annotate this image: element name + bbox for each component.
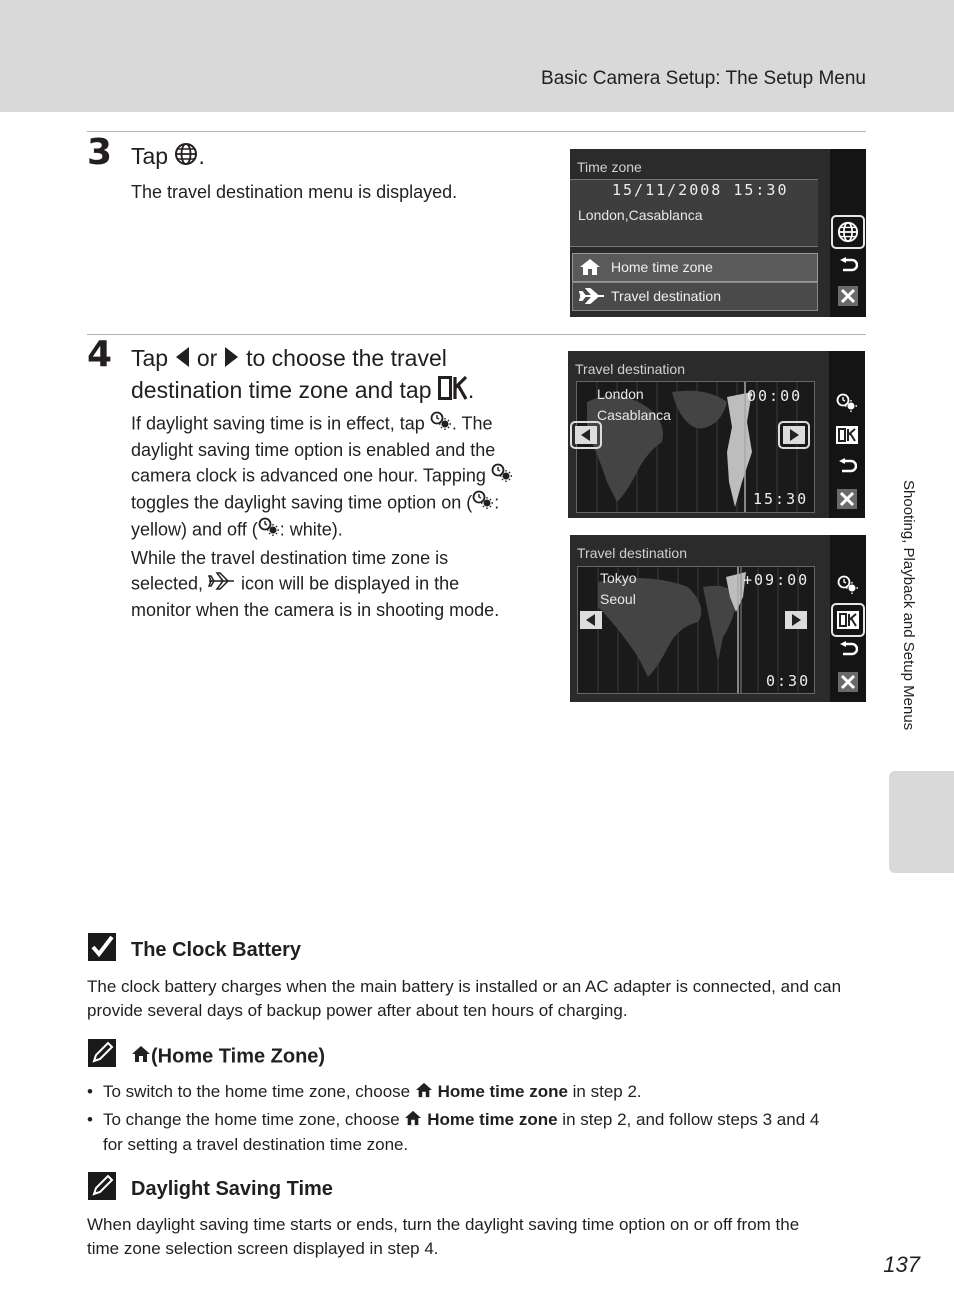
airplane-icon bbox=[579, 288, 605, 309]
travel-destination-screen-london bbox=[568, 351, 865, 518]
daylight-saving-button[interactable] bbox=[834, 573, 862, 597]
next-zone-button[interactable] bbox=[782, 608, 810, 632]
note-title: Daylight Saving Time bbox=[131, 1178, 333, 1200]
step-title bbox=[131, 141, 205, 173]
text-span: in step 2, and follow steps 3 and 4 bbox=[557, 1110, 820, 1129]
local-time: 15:30 bbox=[753, 490, 809, 508]
home-icon bbox=[404, 1109, 422, 1133]
step-title-text: to choose the travel bbox=[239, 345, 447, 371]
section-thumb-tab bbox=[889, 771, 954, 873]
local-time: 0:30 bbox=[766, 672, 811, 690]
daylight-saving-icon bbox=[258, 517, 280, 544]
daylight-saving-icon bbox=[472, 490, 494, 517]
home-icon bbox=[415, 1081, 433, 1105]
step-title-text: or bbox=[190, 345, 224, 371]
page-number: 137 bbox=[883, 1252, 920, 1277]
world-map bbox=[577, 566, 815, 694]
right-arrow-icon bbox=[224, 345, 240, 375]
list-item bbox=[87, 1108, 877, 1157]
text-span: provide several days of backup power after about ten hours of charging. bbox=[87, 1001, 628, 1020]
side-toolbar bbox=[830, 149, 866, 317]
text-span: yellow) and off ( bbox=[131, 519, 258, 540]
menu-item-home-time-zone[interactable] bbox=[572, 253, 818, 282]
time-zone-screen bbox=[570, 149, 866, 317]
note-body bbox=[87, 1213, 877, 1261]
screen-title: Travel destination bbox=[575, 361, 685, 377]
back-button[interactable] bbox=[834, 254, 862, 278]
text-span: for setting a travel destination time zone. bbox=[103, 1134, 409, 1154]
travel-airplane-icon bbox=[208, 571, 236, 598]
time-offset: 00:00 bbox=[747, 387, 803, 405]
text-span: The clock battery charges when the main battery is installed or an AC adapter is connected, and can bbox=[87, 977, 842, 996]
text-span: When daylight saving time starts or ends, turn the daylight saving time option on or off from the bbox=[87, 1215, 800, 1234]
close-button[interactable] bbox=[834, 670, 862, 694]
text-span: toggles the daylight saving time option on ( bbox=[131, 492, 473, 513]
text-span: monitor when the camera is in shooting mode. bbox=[131, 600, 500, 620]
note-title-text: (Home Time Zone) bbox=[151, 1045, 326, 1068]
time-offset: +09:00 bbox=[743, 571, 810, 589]
divider bbox=[87, 334, 866, 335]
step-number: 4 bbox=[87, 334, 113, 375]
text-span: time zone selection screen displayed in step 4. bbox=[87, 1239, 439, 1258]
menu-item-name: Home time zone bbox=[437, 1082, 568, 1101]
bullet-dot: • bbox=[87, 1110, 93, 1129]
text-span: daylight saving time option is enabled and the bbox=[131, 440, 496, 460]
menu-item-name: Home time zone bbox=[427, 1110, 558, 1129]
screen-title: Travel destination bbox=[577, 545, 687, 561]
text-span: If daylight saving time is in effect, tap bbox=[131, 413, 430, 434]
text-span: icon will be displayed in the bbox=[236, 573, 460, 594]
travel-destination-screen-tokyo bbox=[570, 535, 866, 702]
close-button[interactable] bbox=[834, 284, 862, 308]
text-span: To change the home time zone, choose bbox=[103, 1110, 405, 1129]
city-name: Tokyo bbox=[600, 570, 637, 586]
header-title: Basic Camera Setup: The Setup Menu bbox=[541, 68, 866, 89]
city-name: London bbox=[597, 386, 644, 402]
side-section-text: Shooting, Playback and Setup Menus bbox=[900, 480, 917, 731]
side-toolbar bbox=[829, 351, 865, 518]
menu-item-label: Travel destination bbox=[611, 288, 721, 304]
step4-paragraph-2 bbox=[131, 546, 551, 623]
step-number: 3 bbox=[87, 132, 113, 173]
city-name: Casablanca bbox=[597, 407, 671, 423]
step-description: The travel destination menu is displayed. bbox=[131, 182, 458, 202]
text-span: camera clock is advanced one hour. Tapping bbox=[131, 465, 491, 486]
text-span: in step 2. bbox=[567, 1082, 642, 1101]
ok-button[interactable] bbox=[831, 603, 865, 637]
close-button[interactable] bbox=[833, 487, 861, 511]
ok-icon bbox=[438, 376, 468, 407]
back-button[interactable] bbox=[834, 638, 862, 662]
text-span: : bbox=[494, 492, 500, 513]
ok-button[interactable] bbox=[833, 423, 861, 447]
note-body bbox=[87, 975, 877, 1023]
previous-zone-button[interactable] bbox=[577, 608, 605, 632]
pencil-icon bbox=[88, 1172, 116, 1200]
step-title-text: destination time zone and tap bbox=[131, 376, 438, 403]
step-title bbox=[131, 343, 551, 407]
left-arrow-icon bbox=[174, 345, 190, 375]
menu-item-travel-destination[interactable] bbox=[572, 282, 818, 311]
divider bbox=[87, 131, 866, 132]
city-name: Seoul bbox=[600, 591, 636, 607]
side-toolbar bbox=[830, 535, 866, 702]
step-title-text: Tap bbox=[131, 143, 175, 169]
next-zone-button[interactable] bbox=[778, 421, 810, 449]
checkmark-icon bbox=[88, 933, 116, 961]
back-button[interactable] bbox=[833, 455, 861, 479]
side-section-label bbox=[897, 480, 919, 784]
step-title-end: . bbox=[198, 143, 205, 169]
text-span: To switch to the home time zone, choose bbox=[103, 1082, 415, 1101]
step-title-end: . bbox=[467, 376, 475, 403]
screen-title: Time zone bbox=[577, 159, 642, 175]
text-span: : white). bbox=[279, 519, 343, 540]
note-title bbox=[131, 1045, 325, 1069]
home-icon bbox=[131, 1045, 151, 1069]
home-icon bbox=[579, 258, 601, 281]
daylight-saving-icon bbox=[430, 411, 452, 438]
bullet-dot: • bbox=[87, 1082, 93, 1101]
current-datetime: 15/11/2008 15:30 bbox=[612, 181, 789, 199]
step4-paragraph-1 bbox=[131, 411, 551, 544]
note-title: The Clock Battery bbox=[131, 939, 302, 961]
menu-item-label: Home time zone bbox=[611, 259, 713, 275]
step-title-text: Tap bbox=[131, 345, 175, 371]
current-city: London,Casablanca bbox=[578, 207, 703, 223]
previous-zone-button[interactable] bbox=[570, 421, 602, 449]
daylight-saving-button[interactable] bbox=[833, 391, 861, 415]
header-band bbox=[0, 0, 954, 112]
pencil-icon bbox=[88, 1039, 116, 1067]
globe-button[interactable] bbox=[831, 215, 865, 249]
daylight-saving-icon bbox=[491, 463, 513, 490]
list-item bbox=[87, 1080, 877, 1105]
text-span: . The bbox=[451, 413, 493, 434]
text-span: While the travel destination time zone is bbox=[131, 548, 449, 568]
time-zone-info-panel bbox=[570, 179, 818, 247]
text-span: selected, bbox=[131, 573, 209, 594]
globe-icon bbox=[174, 142, 198, 173]
